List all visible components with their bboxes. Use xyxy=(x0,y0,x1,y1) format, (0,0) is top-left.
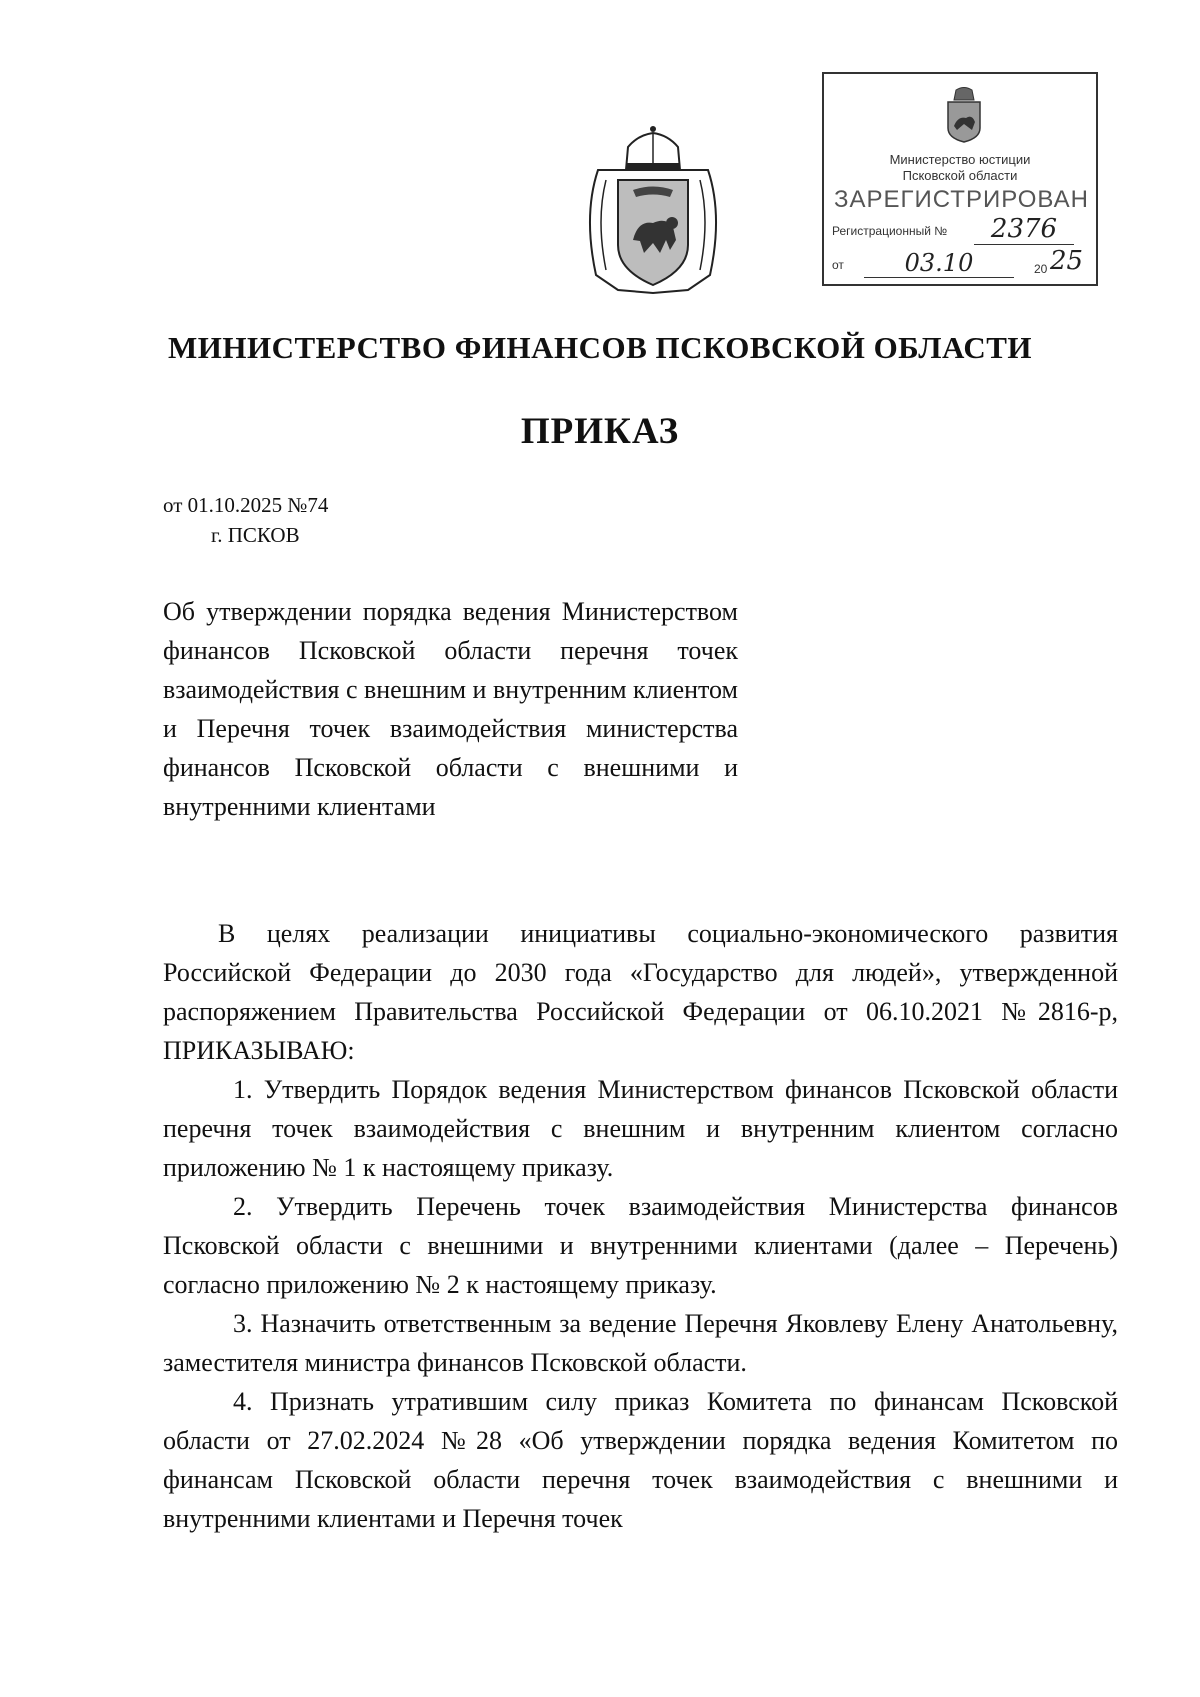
stamp-date: 03.10 xyxy=(864,249,1014,278)
body-item-4: 4. Признать утратившим силу приказ Комитета по финансам Псковской области от 27.02.2024 №28 «Об утверждении порядка ведения Комитетом по финансам Псковской области перечня точек взаимодействия с внешними и внутренними клиентами и Перечня точек xyxy=(163,1387,1118,1533)
stamp-ministry-line: Министерство юстиции xyxy=(889,152,1031,167)
stamp-from-label: от xyxy=(832,258,844,272)
stamp-emblem-icon xyxy=(942,84,986,144)
body-preamble: В целях реализации инициативы социально-экономического развития Российской Федерации до 2030 года «Государство для людей», утвержденной распоряжением Правительства Российской Федерации от 06.10.2021 №2816-р, ПРИКАЗЫВАЮ: xyxy=(163,919,1118,1065)
body-item-3: 3. Назначить ответственным за ведение Перечня Яковлеву Елену Анатольевну, заместителя министра финансов Псковской области. xyxy=(163,1309,1118,1377)
ministry-title: МИНИСТЕРСТВО ФИНАНСОВ ПСКОВСКОЙ ОБЛАСТИ xyxy=(167,330,1033,365)
document-subject: Об утверждении порядка ведения Министерством финансов Псковской области перечня точек взаимодействия с внешним и внутренним клиентом и Перечня точек взаимодействия министерства финансов Псковской области с внешними и внутренними клиентами xyxy=(163,597,738,821)
stamp-year-suffix: 25 xyxy=(1050,246,1084,276)
document-type: ПРИКАЗ xyxy=(520,411,680,452)
document-date-number: от 01.10.2025 №74 xyxy=(163,493,329,517)
coat-of-arms-icon xyxy=(578,125,728,295)
stamp-registered-text: ЗАРЕГИСТРИРОВАН xyxy=(834,186,1089,213)
body-item-2: 2. Утвердить Перечень точек взаимодействия Министерства финансов Псковской области с внешними и внутренними клиентами (далее – Перечень) согласно приложению № 2 к настоящему приказу. xyxy=(163,1192,1118,1299)
stamp-reg-label: Регистрационный № xyxy=(832,224,948,238)
document-city: г. ПСКОВ xyxy=(211,523,300,547)
document-body xyxy=(163,914,1118,1538)
stamp-year-prefix: 20 xyxy=(1034,262,1048,276)
registration-stamp xyxy=(822,72,1098,286)
body-item-1: 1. Утвердить Порядок ведения Министерством финансов Псковской области перечня точек взаимодействия с внешним и внутренним клиентом согласно приложению № 1 к настоящему приказу. xyxy=(163,1075,1118,1182)
stamp-reg-number: 2376 xyxy=(974,214,1074,245)
stamp-region-line: Псковской области xyxy=(902,168,1018,183)
